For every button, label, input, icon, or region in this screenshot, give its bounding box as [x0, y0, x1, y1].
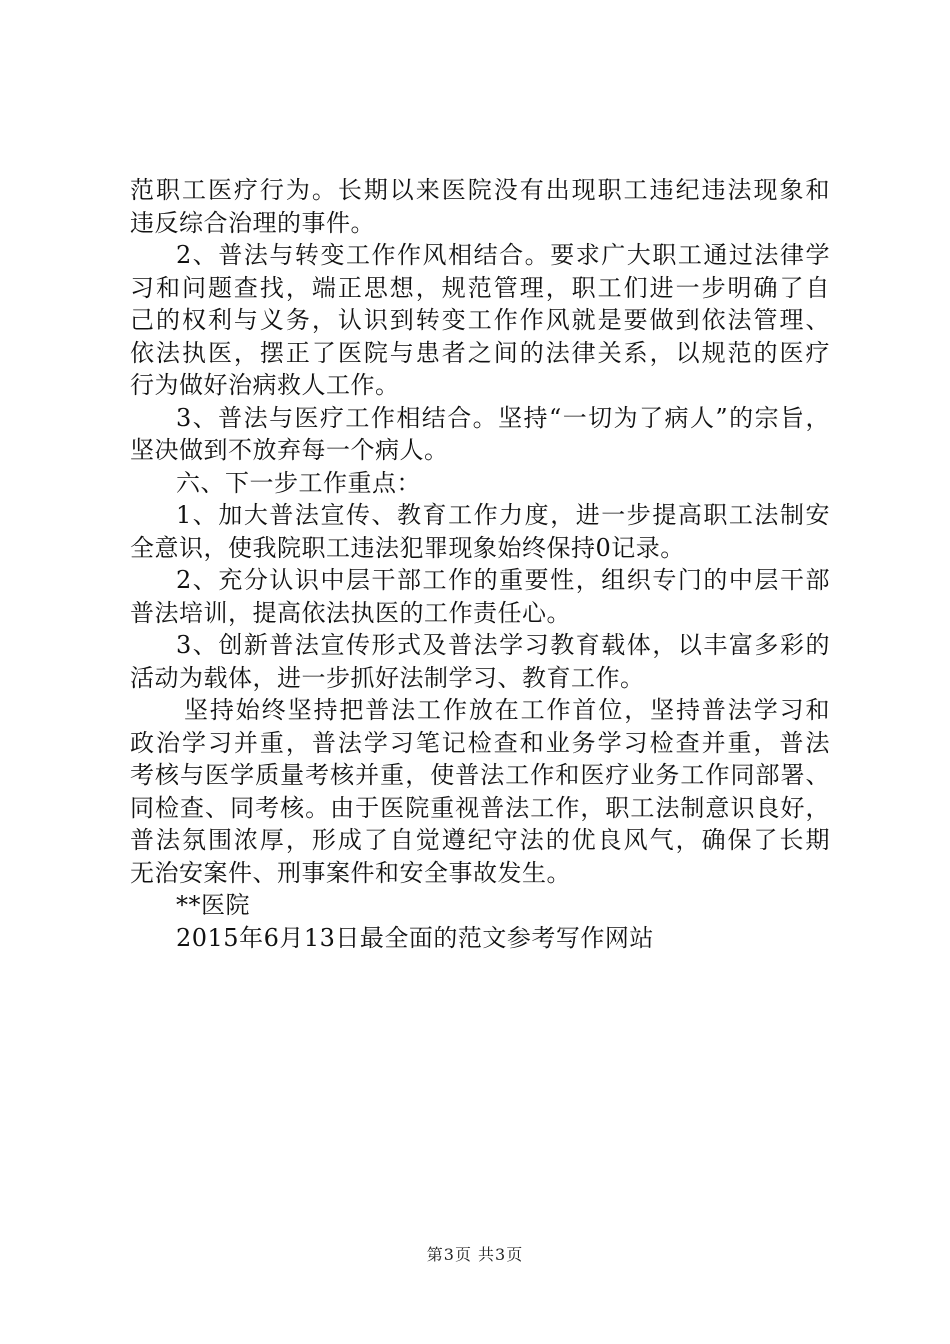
text-line: 坚持始终坚持把普法工作放在工作首位，坚持普法学习和 [184, 696, 830, 724]
text-line: 1、加大普法宣传、教育工作力度，进一步提高职工法制安 [176, 501, 830, 529]
text-line: 己的权利与义务，认识到转变工作作风就是要做到依法管理、 [130, 306, 830, 334]
text-line: 3、普法与医疗工作相结合。坚持“一切为了病人”的宗旨， [176, 403, 830, 432]
text-line: 违反综合治理的事件。 [130, 208, 375, 237]
text-line: 政治学习并重，普法学习笔记检查和业务学习检查并重，普法 [130, 728, 830, 757]
text-line: 3、创新普法宣传形式及普法学习教育载体，以丰富多彩的 [176, 631, 830, 659]
document-body [130, 174, 830, 954]
text-line: 普法氛围浓厚，形成了自觉遵纪守法的优良风气，确保了长期 [130, 826, 830, 854]
text-line: 习和问题查找，端正思想，规范管理，职工们进一步明确了自 [130, 273, 830, 302]
text-line: 2015年6月13日最全面的范文参考写作网站 [176, 923, 654, 952]
text-line: 六、下一步工作重点： [176, 468, 421, 497]
text-line: 普法培训，提高依法执医的工作责任心。 [130, 598, 571, 627]
text-line: 全意识，使我院职工违法犯罪现象始终保持0记录。 [130, 533, 685, 562]
text-line: 依法执医，摆正了医院与患者之间的法律关系，以规范的医疗 [130, 338, 830, 367]
page-footer: 第3页 共3页 [426, 1245, 524, 1264]
text-line: **医院 [176, 891, 250, 919]
text-line: 活动为载体，进一步抓好法制学习、教育工作。 [130, 663, 645, 692]
text-line: 范职工医疗行为。长期以来医院没有出现职工违纪违法现象和 [130, 176, 830, 204]
text-line: 2、充分认识中层干部工作的重要性，组织专门的中层干部 [176, 566, 830, 594]
text-line: 同检查、同考核。由于医院重视普法工作，职工法制意识良好， [130, 793, 830, 822]
text-line: 行为做好治病救人工作。 [130, 371, 400, 399]
text-line: 2、普法与转变工作作风相结合。要求广大职工通过法律学 [176, 241, 830, 269]
text-line: 无治安案件、刑事案件和安全事故发生。 [130, 858, 571, 887]
text-line: 坚决做到不放弃每一个病人。 [130, 436, 449, 464]
text-line: 考核与医学质量考核并重，使普法工作和医疗业务工作同部署、 [130, 761, 830, 789]
